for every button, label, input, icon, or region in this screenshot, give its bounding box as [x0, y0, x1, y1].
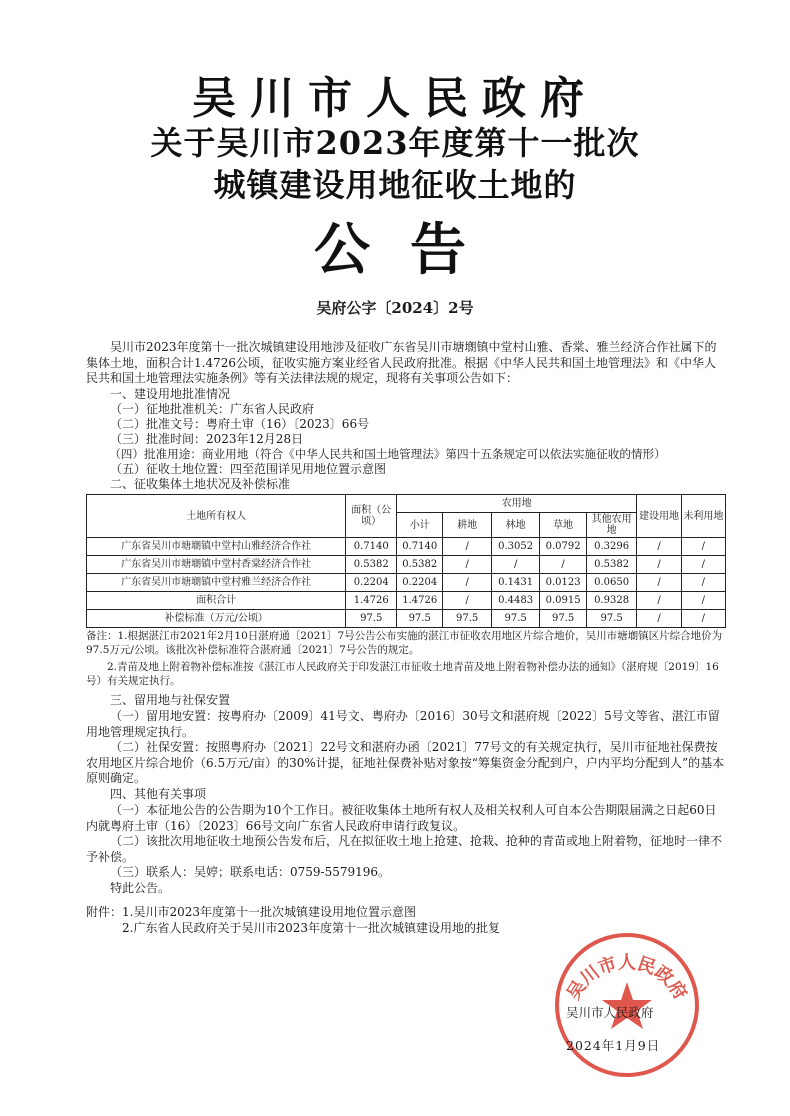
sec1-item-4: （四）批准用途：商业用地（符合《中华人民共和国土地管理法》第四十五条规定可以依法实施征收的情形） — [109, 447, 666, 461]
owner-cell: 补偿标准（万元/公顷） — [87, 610, 346, 628]
table-row — [87, 556, 726, 574]
owner-cell: 广东省吴川市塘㙟镇中堂村香棠经济合作社 — [87, 556, 346, 574]
cell: / — [637, 592, 681, 610]
header-construction: 建设用地 — [637, 495, 681, 538]
header-subtotal: 小计 — [397, 513, 443, 538]
signature-date: 2024年1月9日 — [566, 1038, 661, 1053]
cell: 0.9328 — [586, 592, 637, 610]
cell: 0.5382 — [586, 556, 637, 574]
intro-paragraph: 吴川市2023年度第十一批次城镇建设用地涉及征收广东省吴川市塘㙟镇中堂村山雅、香棠、雅兰经济合作社属下的集体土地，面积合计1.4726公顷，征收实施方案业经省人民政府批准。根据《中华人民共和国土地管理法》和《中华人民共和国土地管理法实施条例》等有关法律法规的规定，现将有关事项公告如下： — [86, 340, 717, 386]
table-row — [87, 538, 726, 556]
cell: 0.5382 — [346, 556, 397, 574]
cell: / — [637, 610, 681, 628]
cell: / — [681, 556, 725, 574]
cell: 0.7140 — [346, 538, 397, 556]
table-note-1: 备注：1.根据湛江市2021年2月10日湛府通〔2021〕7号公告公布实施的湛江市征收农用地区片综合地价，吴川市塘㙟镇区片综合地价为97.5万元/公顷。该批次补偿标准符合湛府通〔2021〕7号公告的规定。 — [86, 630, 723, 656]
cell: 0.4483 — [491, 592, 540, 610]
cell: / — [540, 556, 586, 574]
sec4-paragraph-1: （一）本征地公告的公告期为10个工作日。被征收集体土地所有权人及相关权利人可自本公告期限届满之日起60日内就粤府土审（16）〔2023〕66号文向广东省人民政府申请行政复议。 — [86, 803, 717, 833]
closing-text: 特此公告。 — [110, 881, 171, 895]
cell: / — [637, 556, 681, 574]
sec4-paragraph-2: （二）该批次用地征收土地预公告发布后，凡在拟征收土地上抢建、抢栽、抢种的青苗或地上附着物，征地时一律不予补偿。 — [86, 834, 723, 864]
cell: 97.5 — [540, 610, 586, 628]
notice-heading: 公告 — [314, 217, 506, 283]
notice-title-line1: 关于吴川市2023年度第十一批次 — [150, 124, 640, 162]
table-row-total — [87, 592, 726, 610]
cell: 0.7140 — [397, 538, 443, 556]
header-farmland: 农用地 — [397, 495, 637, 513]
sec1-item-1: （一）征地批准机关：广东省人民政府 — [110, 402, 315, 416]
cell: 97.5 — [397, 610, 443, 628]
cell: / — [681, 538, 725, 556]
cell: / — [681, 592, 725, 610]
header-forest: 林地 — [491, 513, 540, 538]
cell: 0.0792 — [540, 538, 586, 556]
table-row-standard — [87, 610, 726, 628]
sec3-paragraph-1: （一）留用地安置：按粤府办〔2009〕41号文、粤府办〔2016〕30号文和湛府规〔2022〕5号文等省、湛江市留用地管理规定执行。 — [86, 709, 720, 739]
section3-title: 三、留用地与社保安置 — [110, 693, 231, 707]
section1-title: 一、建设用地批准情况 — [110, 387, 231, 401]
cell: / — [491, 556, 540, 574]
cell: 0.1431 — [491, 574, 540, 592]
table-row — [87, 574, 726, 592]
cell: 0.5382 — [397, 556, 443, 574]
header-other-farm: 其他农用地 — [586, 513, 637, 538]
cell: 0.0915 — [540, 592, 586, 610]
owner-cell: 面积合计 — [87, 592, 346, 610]
attachment-2: 2.广东省人民政府关于吴川市2023年度第十一批次城镇建设用地的批复 — [122, 921, 500, 935]
cell: 97.5 — [443, 610, 492, 628]
cell: / — [681, 574, 725, 592]
sec3-paragraph-2: （二）社保安置：按照粤府办〔2021〕22号文和湛府办函〔2021〕77号文的有关规定执行，吴川市征地社保费按农用地区片综合地价（6.5万元/亩）的30%计提，征地社保费补贴对象按“筹集资金分配到户，户内平均分配到人”的基本原则确定。 — [86, 740, 725, 786]
attachment-1: 附件：1.吴川市2023年度第十一批次城镇建设用地位置示意图 — [86, 905, 416, 919]
land-table — [86, 494, 726, 628]
seal-text: 吴川市人民政府 — [563, 952, 691, 1004]
cell: 0.3296 — [586, 538, 637, 556]
cell: / — [681, 610, 725, 628]
signature-org: 吴川市人民政府 — [566, 1005, 654, 1020]
sec1-item-3: （三）批准时间：2023年12月28日 — [110, 432, 304, 446]
cell: / — [443, 538, 492, 556]
cell: 97.5 — [346, 610, 397, 628]
cell: / — [637, 538, 681, 556]
table-note-2: 2.青苗及地上附着物补偿标准按《湛江市人民政府关于印发湛江市征收土地青苗及地上附着物补偿办法的通知》（湛府规〔2019〕16号）有关规定执行。 — [86, 661, 719, 687]
cell: 0.2204 — [397, 574, 443, 592]
cell: 1.4726 — [346, 592, 397, 610]
owner-cell: 广东省吴川市塘㙟镇中堂村山雅经济合作社 — [87, 538, 346, 556]
cell: 0.3052 — [491, 538, 540, 556]
sec1-item-2: （二）批准文号：粤府土审（16）〔2023〕66号 — [110, 417, 370, 431]
issuer-title: 吴川市人民政府 — [192, 73, 598, 124]
cell: 0.0123 — [540, 574, 586, 592]
cell: 0.2204 — [346, 574, 397, 592]
section4-title: 四、其他有关事项 — [110, 787, 207, 801]
section2-title: 二、征收集体土地状况及补偿标准 — [110, 477, 291, 491]
header-owner: 土地所有权人 — [87, 495, 346, 538]
cell: / — [443, 592, 492, 610]
header-grass: 草地 — [540, 513, 586, 538]
cell: 97.5 — [491, 610, 540, 628]
document-number: 吴府公字〔2024〕2号 — [316, 299, 474, 317]
cell: 97.5 — [586, 610, 637, 628]
cell: 1.4726 — [397, 592, 443, 610]
cell: / — [637, 574, 681, 592]
header-unused: 未利用地 — [681, 495, 725, 538]
sec1-item-5: （五）征收土地位置：四至范围详见用地位置示意图 — [110, 462, 387, 476]
cell: / — [443, 556, 492, 574]
owner-cell: 广东省吴川市塘㙟镇中堂村雅兰经济合作社 — [87, 574, 346, 592]
cell: / — [443, 574, 492, 592]
sec4-contact: （三）联系人：吴婷；联系电话：0759-5579196。 — [110, 865, 391, 879]
header-arable: 耕地 — [443, 513, 492, 538]
header-area: 面积（公顷） — [346, 495, 397, 538]
notice-title-line2: 城镇建设用地征收土地的 — [213, 166, 577, 204]
cell: 0.0650 — [586, 574, 637, 592]
